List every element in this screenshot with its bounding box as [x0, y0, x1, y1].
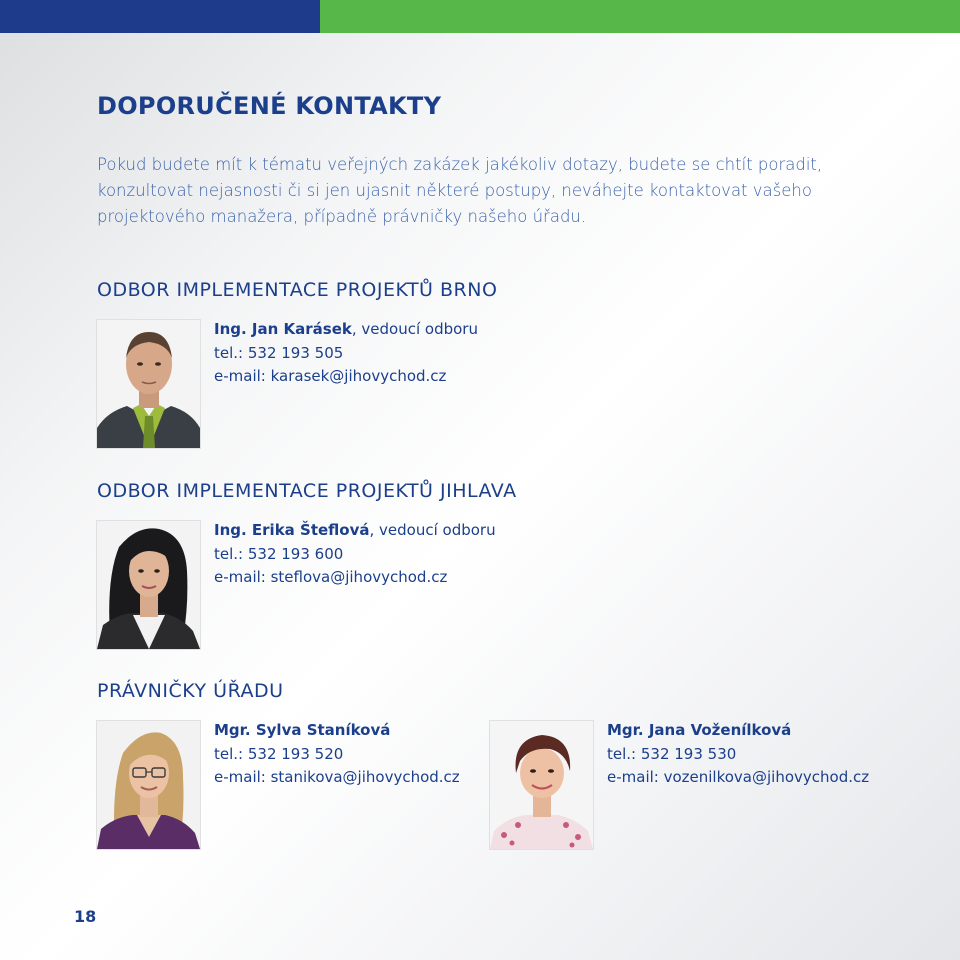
contact-vozenilkova: [607, 719, 869, 790]
portrait-woman-shorthair-icon: [490, 721, 593, 849]
photo-vozenilkova: [489, 720, 594, 850]
contact-tel[interactable]: tel.: 532 193 530: [607, 744, 737, 763]
section-title-jihlava: ODBOR IMPLEMENTACE PROJEKTŮ JIHLAVA: [97, 480, 517, 502]
contact-name: Ing. Jan Karásek: [214, 320, 352, 338]
photo-steflova: [96, 520, 201, 650]
contact-email[interactable]: e-mail: stanikova@jihovychod.cz: [214, 768, 460, 786]
contact-role: , vedoucí odboru: [351, 320, 478, 338]
contact-name: Mgr. Jana Voženílková: [607, 721, 792, 739]
contact-email[interactable]: e-mail: karasek@jihovychod.cz: [214, 367, 447, 385]
contact-steflova: [214, 519, 496, 590]
top-bar-green: [320, 0, 960, 33]
contact-tel[interactable]: tel.: 532 193 520: [214, 744, 344, 763]
portrait-woman-glasses-icon: [97, 721, 200, 849]
contact-name-row: [214, 318, 478, 342]
contact-stanikova: [214, 719, 460, 790]
contact-email[interactable]: e-mail: vozenilkova@jihovychod.cz: [607, 768, 870, 786]
photo-karasek: [96, 319, 201, 449]
contact-tel[interactable]: tel.: 532 193 600: [214, 544, 344, 563]
top-bar-blue: [0, 0, 320, 33]
section-title-pravnicky: PRÁVNIČKY ÚŘADU: [97, 680, 284, 702]
top-color-bar: [0, 0, 960, 33]
page-title: DOPORUČENÉ KONTAKTY: [97, 92, 442, 120]
photo-stanikova: [96, 720, 201, 850]
contact-name: Ing. Erika Šteflová: [214, 521, 370, 539]
contact-karasek: [214, 318, 478, 389]
page-number: 18: [74, 907, 97, 926]
intro-paragraph: Pokud budete mít k tématu veřejných zakázek jakékoliv dotazy, budete se chtít poradit, konzultovat nejasnosti či si jen ujasnit některé postupy, neváhejte kontaktovat vašeho projektového manažera, případně právničky našeho úřadu.: [97, 155, 823, 226]
contact-name: Mgr. Sylva Staníková: [214, 721, 391, 739]
portrait-man-icon: [97, 320, 200, 448]
contact-name-row: [214, 519, 496, 543]
contact-role: , vedoucí odboru: [369, 521, 496, 539]
contact-email[interactable]: e-mail: steflova@jihovychod.cz: [214, 568, 448, 586]
section-title-brno: ODBOR IMPLEMENTACE PROJEKTŮ BRNO: [97, 279, 498, 301]
portrait-woman-icon: [97, 521, 200, 649]
contact-tel[interactable]: tel.: 532 193 505: [214, 343, 344, 362]
